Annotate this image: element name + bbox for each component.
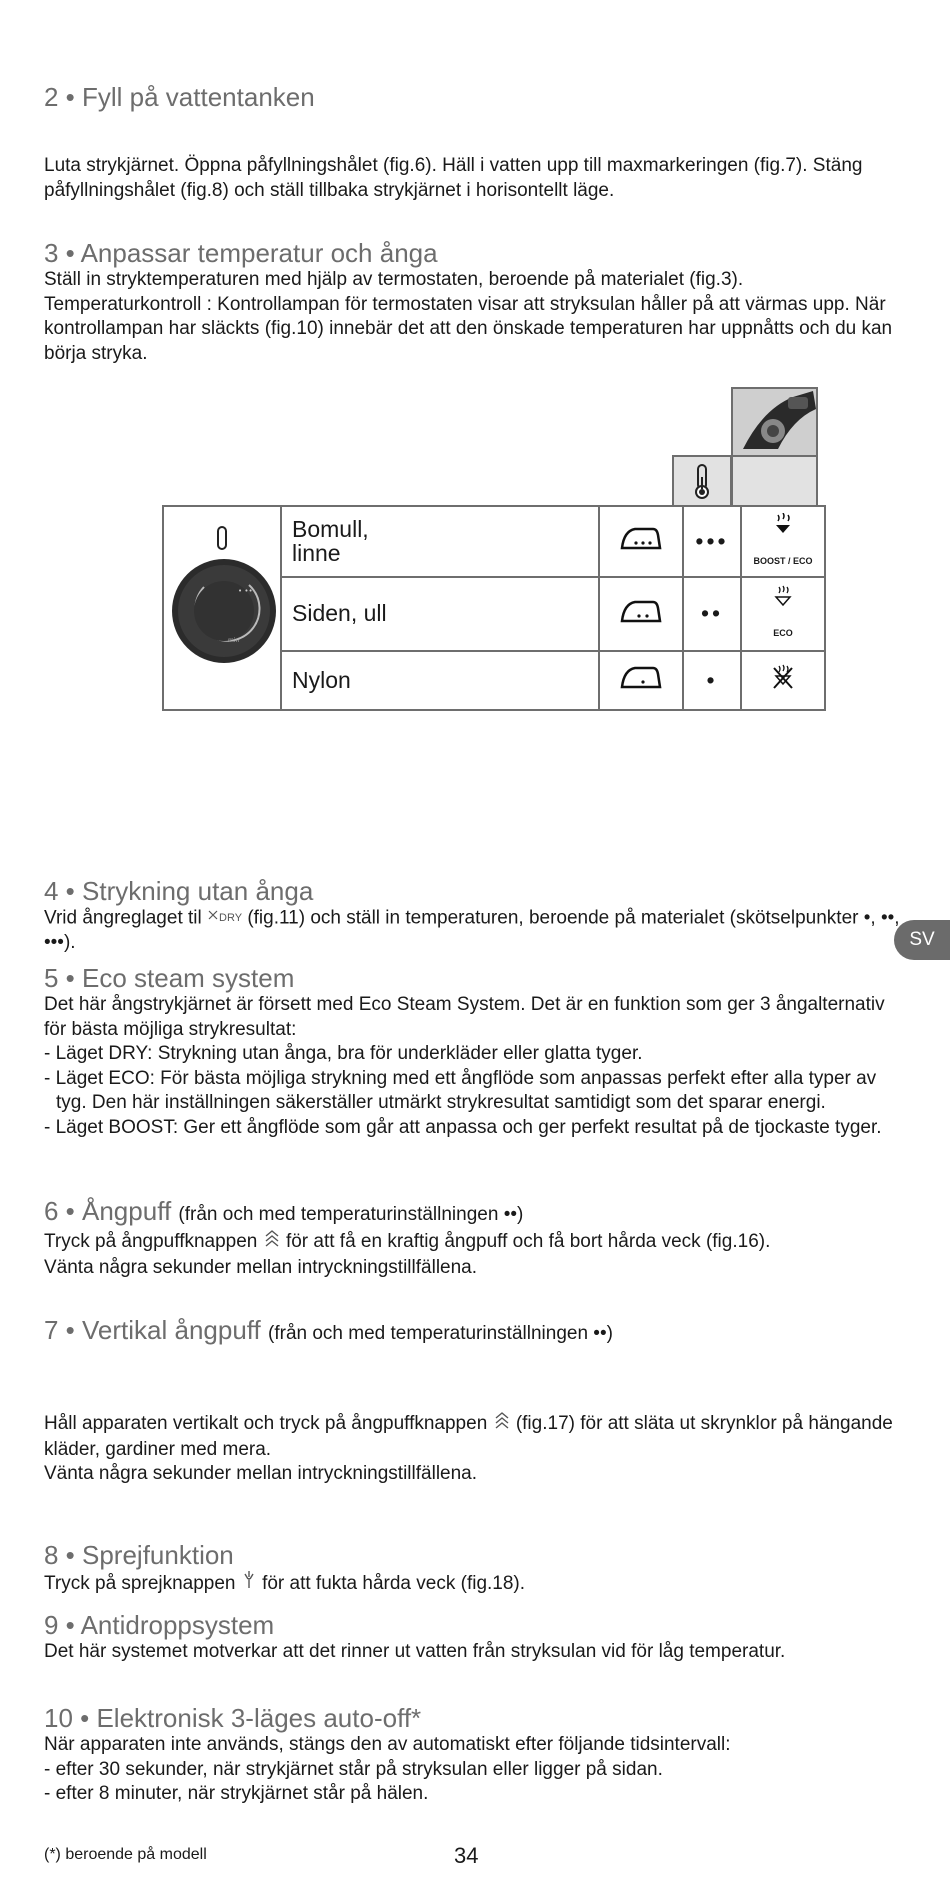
section-6-title [44, 1196, 523, 1227]
iron-icon [619, 662, 663, 692]
fabric-label: Nylon [281, 651, 599, 710]
svg-text:min: min [228, 637, 240, 644]
dry-icon [207, 906, 242, 931]
thermometer-icon [674, 457, 730, 505]
page-number: 34 [454, 1843, 479, 1868]
fabric-label [281, 506, 599, 577]
section-2-text: Luta strykjärnet. Öppna påfyllningshålet (fig.6). Häll i vatten upp till maxmarkeringen (fig.7). Stäng påfyllningshålet (fig.8) och ställ tillbaka strykjärnet i horisontellt läge. [44, 155, 863, 201]
section-9-text: Det här systemet motverkar att det rinner ut vatten från stryksulan vid för låg temperatur. [44, 1641, 786, 1662]
dry-label: DRY [219, 912, 243, 924]
steam-eco-cell [741, 577, 825, 651]
thermometer-header [672, 455, 732, 507]
list-item: - Läget DRY: Strykning utan ånga, bra för underkläder eller glatta tyger. [44, 1043, 643, 1064]
section-3-text: Ställ in stryktemperaturen med hjälp av termostaten, beroende på materialet (fig.3). Temperaturkontroll : Kontrollampan för termostaten visar att stryksulan håller på att värmas upp. När kontrollampan har släckts (fig.10) innebär det att den önskade temperaturen har uppnåtts och du kan börja stryka. [44, 269, 893, 364]
section-7-title [44, 1315, 613, 1346]
section-4-title: 4 • Strykning utan ånga [44, 876, 314, 906]
steam-header [731, 455, 818, 507]
section-7-heading: 7 • Vertikal ångpuff [44, 1315, 261, 1345]
footnote: (*) beroende på modell [44, 1846, 207, 1863]
temperature-dots: ••• [683, 506, 741, 577]
section-7-text-c: Vänta några sekunder mellan intryckningstillfällena. [44, 1463, 478, 1484]
section-6-heading: 6 • Ångpuff [44, 1196, 172, 1226]
section-8-text-b: för att fukta hårda veck (fig.18). [262, 1572, 526, 1594]
section-7-subtitle: (från och med temperaturinställningen ••) [268, 1323, 613, 1344]
thermostat-dial-cell [163, 506, 281, 710]
svg-text:• ••: • •• [238, 587, 253, 595]
list-item: - efter 30 sekunder, när strykjärnet står på stryksulan eller ligger på sidan. [44, 1758, 663, 1780]
list-item: - Läget ECO: För bästa möjliga strykning med ett ångflöde som anpassas perfekt efter alla typer av tyg. Den här inställningen säkerställer utmärkt strykresultat samtidigt som det sparar energi. [44, 1067, 877, 1113]
section-6-text-c: Vänta några sekunder mellan intryckningstillfällena. [44, 1256, 478, 1278]
section-5-title: 5 • Eco steam system [44, 963, 295, 993]
section-5-body [44, 993, 904, 1140]
section-3-title: 3 • Anpassar temperatur och ånga [44, 238, 438, 268]
section-2-title: 2 • Fyll på vattentanken [44, 82, 315, 112]
iron-photo-header [731, 387, 818, 458]
temperature-dots: • [683, 651, 741, 710]
section-4-text-a: Vrid ångreglaget til [44, 907, 202, 929]
section-4-text-b: (fig.11) och ställ in temperaturen, beroende på materialet (skötselpunkter •, ••, •••). [44, 907, 900, 953]
fabric-table [162, 505, 826, 711]
steam-shot-icon [263, 1228, 281, 1256]
list-item: - efter 8 minuter, när strykjärnet står på hälen. [44, 1783, 429, 1804]
section-8-text-a: Tryck på sprejknappen [44, 1572, 236, 1594]
no-steam-small-icon [207, 909, 219, 921]
section-10-text: När apparaten inte används, stängs den av automatiskt efter följande tidsintervall: [44, 1734, 731, 1755]
steam-eco-icon [768, 585, 798, 609]
no-steam-cell [741, 651, 825, 710]
section-6-body [44, 1228, 904, 1280]
iron-cell [599, 577, 683, 651]
section-8-body [44, 1570, 904, 1598]
section-4-text [44, 906, 904, 955]
fabric-name: Bomull, [292, 516, 369, 543]
section-6-subtitle: (från och med temperaturinställningen ••) [178, 1204, 524, 1225]
table-row [163, 506, 825, 577]
section-7-text-b: (fig.17) för att släta ut skrynklor på hängande kläder, gardiner med mera. [44, 1412, 893, 1460]
section-6-text-a: Tryck på ångpuffknappen [44, 1230, 258, 1252]
section-10-body [44, 1733, 904, 1807]
iron-cell [599, 506, 683, 577]
temperature-dots: •• [683, 577, 741, 651]
language-tab: SV [894, 920, 950, 960]
steam-mode-label: ECO [773, 628, 793, 639]
iron-photo-icon [733, 389, 816, 456]
section-5-intro: Det här ångstrykjärnet är försett med Eco Steam System. Det är en funktion som ger 3 ångalternativ för bästa möjliga strykresultat: [44, 994, 885, 1040]
section-6-text-b: för att få en kraftig ångpuff och få bort hårda veck (fig.16). [285, 1230, 771, 1252]
section-9-title: 9 • Antidroppsystem [44, 1610, 275, 1640]
fabric-name-line2: linne [292, 540, 341, 567]
fabric-label: Siden, ull [281, 577, 599, 651]
iron-icon [619, 596, 663, 626]
steam-boost-icon [768, 513, 798, 537]
steam-shot-icon [493, 1410, 511, 1438]
list-item: - Läget BOOST: Ger ett ångflöde som går att anpassa och ger perfekt resultat på de tjockaste tyger. [44, 1116, 882, 1138]
spray-icon [241, 1570, 257, 1598]
section-8-title: 8 • Sprejfunktion [44, 1540, 234, 1570]
section-10-title: 10 • Elektronisk 3-läges auto-off* [44, 1703, 422, 1733]
section-7-text-a: Håll apparaten vertikalt och tryck på ångpuffknappen [44, 1412, 488, 1434]
thermostat-dial-icon [164, 507, 280, 703]
steam-mode-label: BOOST / ECO [753, 555, 813, 566]
section-7-body [44, 1410, 904, 1487]
no-steam-icon [768, 664, 798, 690]
iron-cell [599, 651, 683, 710]
iron-icon [619, 523, 663, 553]
steam-boost-cell [741, 506, 825, 577]
